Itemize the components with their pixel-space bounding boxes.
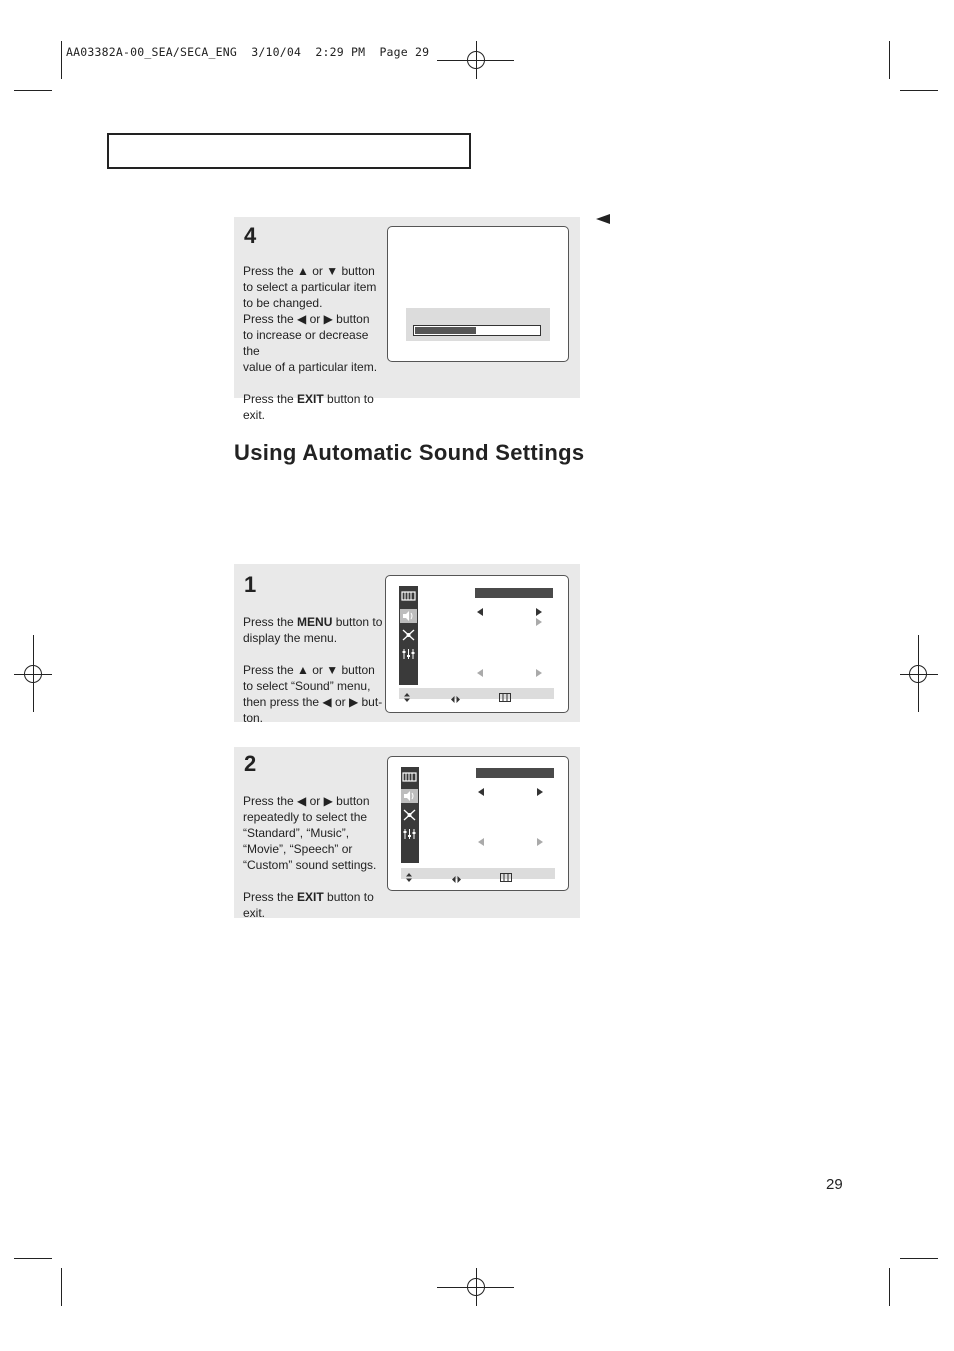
crop-mark	[61, 41, 62, 79]
right-arrow-icon	[536, 669, 542, 677]
picture-icon	[401, 770, 418, 784]
registration-target-icon	[467, 1278, 485, 1296]
adjust-leftright-icon	[451, 690, 460, 708]
menu-help-bar	[401, 868, 555, 879]
step-instructions: Press the MENU button to display the menu. Press the ▲ or ▼ button to select “Sound” menu, then press the ◀ or ▶ but- ton.	[243, 615, 383, 725]
left-arrow-icon	[477, 669, 483, 677]
registration-target-icon	[24, 665, 42, 683]
setup-icon	[401, 827, 418, 841]
left-arrow-icon	[478, 838, 484, 846]
registration-target-icon	[909, 665, 927, 683]
step-number: 2	[244, 751, 257, 776]
step-4-panel	[234, 217, 580, 422]
registration-target-icon	[467, 51, 485, 69]
step-instructions: Press the ▲ or ▼ button to select a particular item to be changed. Press the ◀ or ▶ button to increase or decrease the value of a particular item. Press the EXIT button to exit.	[243, 264, 378, 422]
step-instructions: Press the ◀ or ▶ button repeatedly to select the “Standard”, “Music”, “Movie”, “Speech” or “Custom” sound settings. Press the EXIT button to exit.	[243, 794, 377, 920]
crop-mark	[900, 90, 938, 91]
adjust-leftright-icon	[452, 870, 461, 888]
menu-icon	[499, 689, 511, 707]
level-bar-fill	[415, 327, 476, 334]
tv-screen-illustration	[387, 226, 569, 362]
adjustment-bar-area	[406, 308, 550, 341]
tv-menu-illustration	[387, 756, 569, 891]
crop-mark	[889, 41, 890, 79]
picture-icon	[400, 589, 417, 603]
section-title: Using Automatic Sound Settings	[234, 440, 585, 465]
step-1-panel	[234, 564, 580, 725]
right-arrow-icon	[537, 788, 543, 796]
menu-title-highlight	[475, 588, 553, 598]
move-updown-icon	[404, 689, 410, 707]
sound-icon	[401, 789, 418, 803]
crop-mark	[14, 90, 52, 91]
crop-mark	[61, 1268, 62, 1306]
left-triangle-icon	[596, 214, 610, 224]
left-arrow-icon	[477, 608, 483, 616]
menu-title-highlight	[476, 768, 554, 778]
right-arrow-icon	[536, 608, 542, 616]
sound-icon	[400, 609, 417, 623]
right-arrow-icon	[536, 618, 542, 626]
setup-icon	[400, 647, 417, 661]
chapter-header-box	[107, 133, 471, 169]
crop-mark	[900, 1258, 938, 1259]
tv-menu-illustration	[385, 575, 569, 713]
left-arrow-icon	[478, 788, 484, 796]
level-bar	[413, 325, 541, 336]
page-number: 29	[826, 1176, 843, 1193]
step-2-panel	[234, 747, 580, 918]
crop-mark	[889, 1268, 890, 1306]
menu-icon	[500, 869, 512, 887]
move-updown-icon	[406, 869, 412, 887]
crop-mark	[14, 1258, 52, 1259]
channel-icon	[401, 808, 418, 822]
print-slug: AA03382A-00_SEA/SECA_ENG 3/10/04 2:29 PM Page 29	[66, 45, 430, 59]
channel-icon	[400, 628, 417, 642]
right-arrow-icon	[537, 838, 543, 846]
menu-help-bar	[399, 688, 554, 699]
step-number: 1	[244, 572, 257, 597]
step-number: 4	[244, 223, 257, 248]
